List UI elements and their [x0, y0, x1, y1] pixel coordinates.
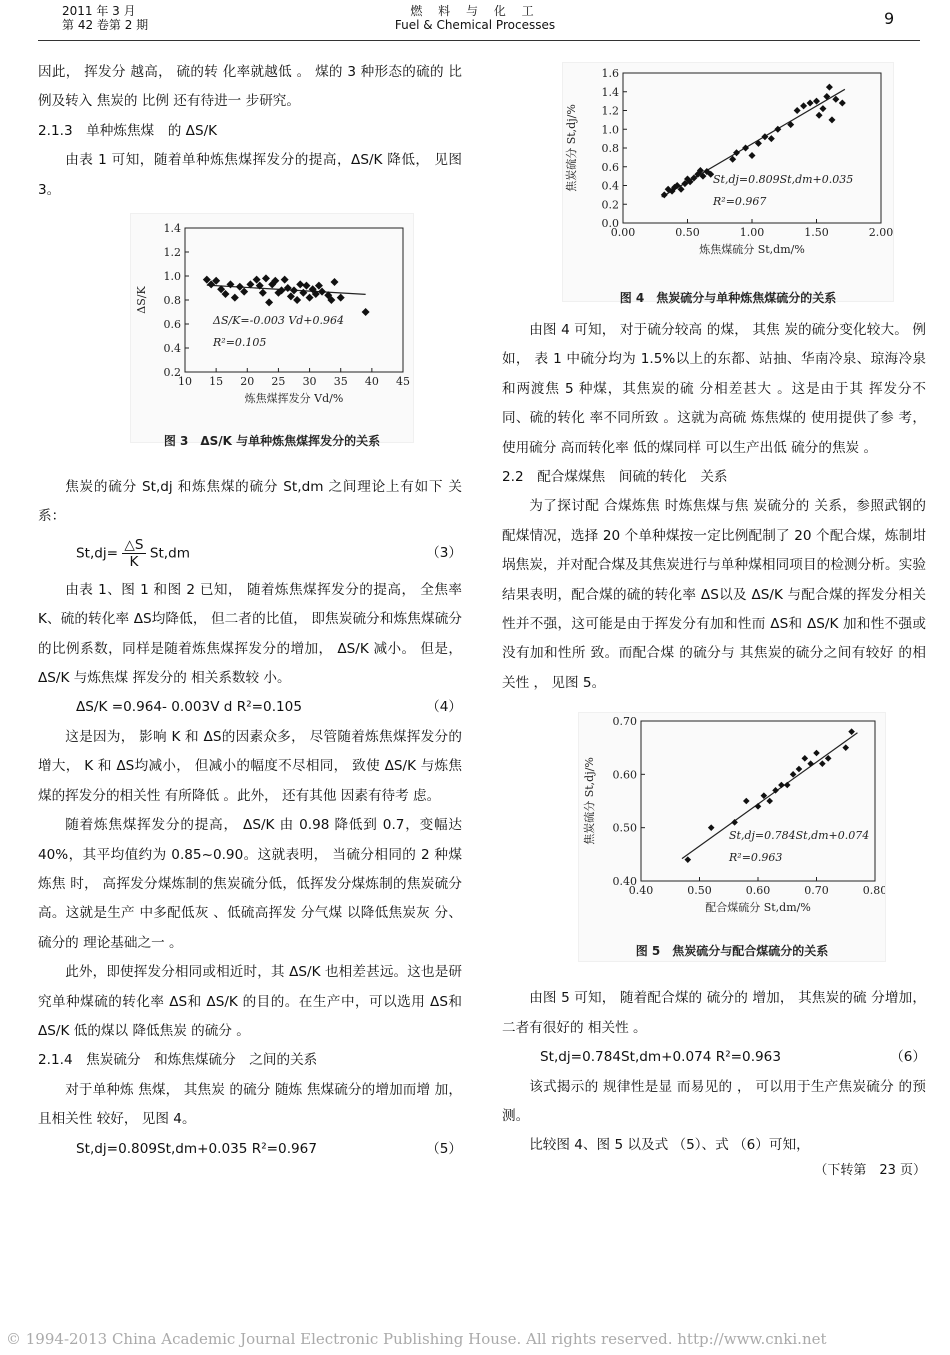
equation-3-left: St,dj= — [76, 545, 119, 562]
figure-3-chart — [131, 214, 413, 414]
x-tick-label: 0.50 — [675, 226, 700, 239]
y-tick-label: 0.40 — [612, 875, 637, 889]
data-point — [330, 278, 338, 286]
paragraph: 由图 4 可知， 对于硫分较高 的煤， 其焦 炭的硫分变化较大。 例如， 表 1 中硫分均为 1.5%以上的东都、站抽、华南冷泉、琼海冷泉和两渡焦 5 种煤，其焦炭的硫 分相差甚大 。这是由于其 挥发分不同、硫的转化 率不同所致 。这就为高硫 炼焦煤的 使用提供了参 考，使用硫分 高而转化率 低的煤同样 可以生产出低 硫分的焦炭 。 — [502, 322, 926, 456]
section-heading-2-2: 2.2 配合煤煤焦 间硫的转化 关系 — [502, 469, 728, 486]
y-tick-label: 0.6 — [163, 318, 181, 332]
y-axis-label: ΔS/K — [135, 286, 148, 314]
data-point — [794, 107, 801, 114]
equation-3-denominator: K — [129, 554, 139, 571]
continued-note: （下转第 23 页） — [814, 1162, 926, 1178]
equation-3-right: St,dm — [149, 545, 190, 562]
equation-3-fraction — [122, 537, 145, 570]
data-point — [839, 100, 846, 107]
data-point — [661, 191, 668, 198]
paragraph: 为了探讨配 合煤炼焦 时炼焦煤与焦 炭硫分的 关系，参照武钢的配煤情况，选择 20 个单种煤按一定比例配制了 20 个配合煤，炼制坩埚焦炭，并对配合煤及其焦炭进行与单种煤相同项目的检测分析。实验结果表明，配合煤的硫的转化率 ΔS以及 ΔS/K 与配合煤的挥发分相关性并不强，这可能是由于挥发分有加和性而 ΔS和 ΔS/K 加和性不强或没有加和性所 致。而配合煤 的硫分与 其焦炭的硫分之间有较好 的相关性 ， 见图 5。 — [502, 498, 926, 691]
paragraph: 因此， 挥发分 越高， 硫的转 化率就越低 。 煤的 3 种形态的硫的 比例及转入 焦炭的 比例 还有待进一 步研究。 — [38, 64, 462, 110]
y-tick-label: 0.6 — [601, 160, 619, 174]
y-axis-label: 焦炭硫分 St,dj/% — [583, 757, 596, 846]
equation-4-number: （4） — [426, 699, 462, 716]
figure-5-caption: 图 5 焦炭硫分与配合煤硫分的关系 — [635, 943, 829, 958]
y-tick-label: 1.0 — [601, 123, 619, 137]
x-tick-label: 1.00 — [739, 226, 765, 239]
data-point — [302, 282, 310, 290]
equation-6 — [502, 1043, 926, 1072]
paragraph: 由表 1 可知，随着单种炼焦煤挥发分的提高，ΔS/K 降低， 见图 3。 — [38, 152, 462, 198]
data-point — [807, 761, 814, 768]
x-tick-label: 45 — [396, 375, 410, 389]
equation-3-number: （3） — [426, 545, 462, 562]
y-tick-label: 0.8 — [601, 142, 619, 155]
x-tick-label: 1.50 — [804, 226, 829, 239]
data-point — [743, 798, 750, 805]
paragraph: 由图 5 可知， 随着配合煤的 硫分的 增加， 其焦炭的硫 分增加， 二者有很好的 相关性 。 — [502, 990, 926, 1036]
paragraph: 随着炼焦煤挥发分的提高， ΔS/K 由 0.98 降低到 0.7，变幅达 40%，其平均值约为 0.85~0.90。这就表明， 当硫分相同的 2 种煤炼焦 时， 高挥发分煤炼制的焦炭硫分低，低挥发分煤炼制的焦炭硫分高。这就是生产 中多配低灰 、低硫高挥发 分气煤 以降低焦炭灰 分、硫分的 理论基础之一 。 — [38, 817, 462, 951]
data-point — [802, 755, 809, 762]
data-point — [778, 782, 785, 789]
y-tick-label: 0.50 — [612, 821, 637, 835]
y-tick-label: 0.2 — [601, 198, 619, 212]
y-tick-label: 0.4 — [601, 179, 619, 193]
header-journal-cn: 燃 料 与 化 工 — [410, 4, 540, 18]
equation-4-text: ΔS/K =0.964- 0.003V d R²=0.105 — [76, 699, 302, 716]
x-axis-label: 炼焦煤挥发分 Vd/% — [244, 392, 344, 406]
y-tick-label: 0.0 — [601, 217, 619, 230]
data-point — [293, 296, 301, 304]
x-tick-label: 2.00 — [868, 226, 893, 239]
r-squared-label: R²=0.105 — [213, 336, 267, 350]
data-point — [819, 761, 826, 768]
y-tick-label: 1.2 — [601, 104, 619, 118]
data-point — [755, 803, 762, 810]
y-axis-label: 焦炭硫分 St,dj/% — [565, 104, 578, 192]
x-tick-label: 20 — [240, 375, 255, 389]
equation-5-text: St,dj=0.809St,dm+0.035 R²=0.967 — [76, 1140, 317, 1157]
data-point — [306, 294, 314, 302]
data-point — [708, 825, 715, 832]
y-tick-label: 1.6 — [601, 67, 619, 80]
figure-5-chart — [579, 713, 885, 919]
equation-6-text: St,dj=0.784St,dm+0.074 R²=0.963 — [540, 1049, 781, 1066]
data-point — [733, 149, 740, 156]
y-tick-label: 0.4 — [163, 342, 181, 356]
paragraph: 该式揭示的 规律性是显 而易见的 ， 可以用于生产焦炭硫分 的预测。 — [502, 1078, 926, 1124]
section-heading-2-1-4: 2.1.4 焦炭硫分 和炼焦煤硫分 之间的关系 — [38, 1052, 318, 1069]
figure-3 — [130, 213, 414, 449]
y-tick-label: 0.8 — [163, 294, 181, 308]
paragraph: 对于单种炼 焦煤， 其焦炭 的硫分 随炼 焦煤硫分的增加而增 加， 且相关性 较好， 见图 4。 — [38, 1081, 462, 1128]
figure-4-chart — [563, 63, 893, 263]
equation-3-numerator: △S — [124, 537, 144, 554]
right-column — [502, 62, 926, 1181]
x-axis-label: 配合煤硫分 St,dm/% — [705, 901, 811, 915]
figure-4 — [562, 62, 894, 306]
x-tick-label: 0.80 — [862, 884, 885, 898]
header-date: 2011 年 3 月 — [62, 4, 136, 18]
data-point — [766, 798, 773, 805]
data-point — [816, 112, 823, 119]
paragraph: 由表 1、图 1 和图 2 已知， 随着炼焦煤挥发分的提高， 全焦率 K、硫的转化率 ΔS均降低， 但二者的比值， 即焦炭硫分和炼焦煤硫分的比例系数，同样是随着炼焦煤挥发分的增加， ΔS/K 减小。 但是， ΔS/K 与炼焦煤 挥发分的 相关系数较 小。 — [38, 581, 462, 687]
x-tick-label: 0.40 — [628, 884, 654, 898]
data-point — [281, 276, 289, 284]
paragraph: 这是因为， 影响 K 和 ΔS的因素众多， 尽管随着炼焦煤挥发分的增大， K 和 ΔS均减小， 但减小的幅度不尽相同， 致使 ΔS/K 与炼焦煤的挥发分的相关性 有所降低 。此外， 还有其他 因素有待考 虑。 — [38, 728, 462, 804]
header-rule — [38, 40, 920, 41]
data-point — [796, 766, 803, 773]
equation-3 — [38, 532, 462, 576]
header-journal-en: Fuel & Chemical Processes — [394, 18, 556, 32]
data-point — [784, 782, 791, 789]
data-point — [296, 280, 304, 288]
x-tick-label: 25 — [271, 375, 286, 389]
x-axis-label: 炼焦煤硫分 St,dm/% — [699, 243, 805, 256]
r-squared-label: R²=0.963 — [729, 851, 783, 865]
y-tick-label: 1.4 — [601, 85, 619, 99]
data-point — [842, 745, 849, 752]
data-point — [265, 298, 273, 306]
equation-6-number: （6） — [890, 1049, 926, 1066]
r-squared-label: R²=0.967 — [713, 195, 767, 208]
y-tick-label: 1.0 — [163, 270, 181, 284]
figure-4-caption: 图 4 焦炭硫分与单种炼焦煤硫分的关系 — [619, 291, 837, 306]
regression-equation: St,dj=0.809St,dm+0.035 — [713, 173, 854, 186]
figure-3-caption: 图 3 ΔS/K 与单种炼焦煤挥发分的关系 — [163, 434, 381, 449]
data-point — [749, 152, 756, 159]
data-point — [828, 116, 835, 123]
regression-equation: St,dj=0.784St,dm+0.074 — [729, 829, 870, 843]
equation-5 — [38, 1135, 462, 1164]
data-point — [262, 274, 270, 282]
equation-5-number: （5） — [426, 1140, 462, 1157]
paragraph: 此外，即使挥发分相同或相近时，其 ΔS/K 也相差甚远。这也是研究单种煤硫的转化率 ΔS和 ΔS/K 的目的。在生产中，可以选用 ΔS和 ΔS/K 低的煤以 降低焦炭 的硫分 。 — [38, 964, 462, 1039]
x-tick-label: 35 — [333, 375, 348, 389]
data-point — [832, 96, 839, 103]
data-point — [813, 750, 820, 757]
data-point — [768, 135, 775, 142]
x-tick-label: 0.60 — [745, 884, 771, 898]
page-number: 9 — [884, 9, 895, 28]
copyright-footer: © 1994-2013 China Academic Journal Electronic Publishing House. All rights reserved. http://www.cnki.net — [6, 1330, 827, 1348]
data-point — [231, 294, 239, 302]
left-column — [38, 58, 462, 1164]
x-tick-label: 40 — [364, 375, 379, 389]
data-point — [731, 819, 738, 826]
figure-5 — [578, 712, 886, 962]
data-point — [800, 102, 807, 109]
section-heading-2-1-3: 2.1.3 单种炼焦煤 的 ΔS/K — [38, 122, 218, 139]
y-tick-label: 0.2 — [163, 366, 181, 380]
equation-4 — [38, 693, 462, 722]
data-point — [362, 308, 370, 316]
paragraph: 比较图 4、图 5 以及式 （5）、式 （6）可知， — [529, 1137, 810, 1154]
y-tick-label: 0.70 — [612, 715, 637, 729]
data-point — [807, 100, 814, 107]
x-tick-label: 0.50 — [687, 884, 712, 898]
y-tick-label: 1.4 — [163, 222, 181, 236]
data-point — [819, 105, 826, 112]
x-tick-label: 15 — [209, 375, 224, 389]
data-point — [826, 84, 833, 91]
regression-equation: ΔS/K=-0.003 Vd+0.964 — [213, 314, 345, 328]
x-tick-label: 10 — [178, 375, 192, 389]
data-point — [337, 294, 345, 302]
paragraph: 焦炭的硫分 St,dj 和炼焦煤的硫分 St,dm 之间理论上有如下 关系： — [38, 479, 462, 525]
data-point — [848, 729, 855, 736]
data-point — [685, 857, 692, 864]
x-tick-label: 0.70 — [804, 884, 829, 898]
x-tick-label: 0.00 — [610, 226, 636, 239]
x-tick-label: 30 — [302, 375, 317, 389]
header-issue: 第 42 卷第 2 期 — [62, 18, 149, 32]
y-tick-label: 1.2 — [163, 246, 181, 260]
data-point — [259, 289, 267, 297]
y-tick-label: 0.60 — [612, 768, 637, 782]
data-point — [813, 98, 820, 105]
